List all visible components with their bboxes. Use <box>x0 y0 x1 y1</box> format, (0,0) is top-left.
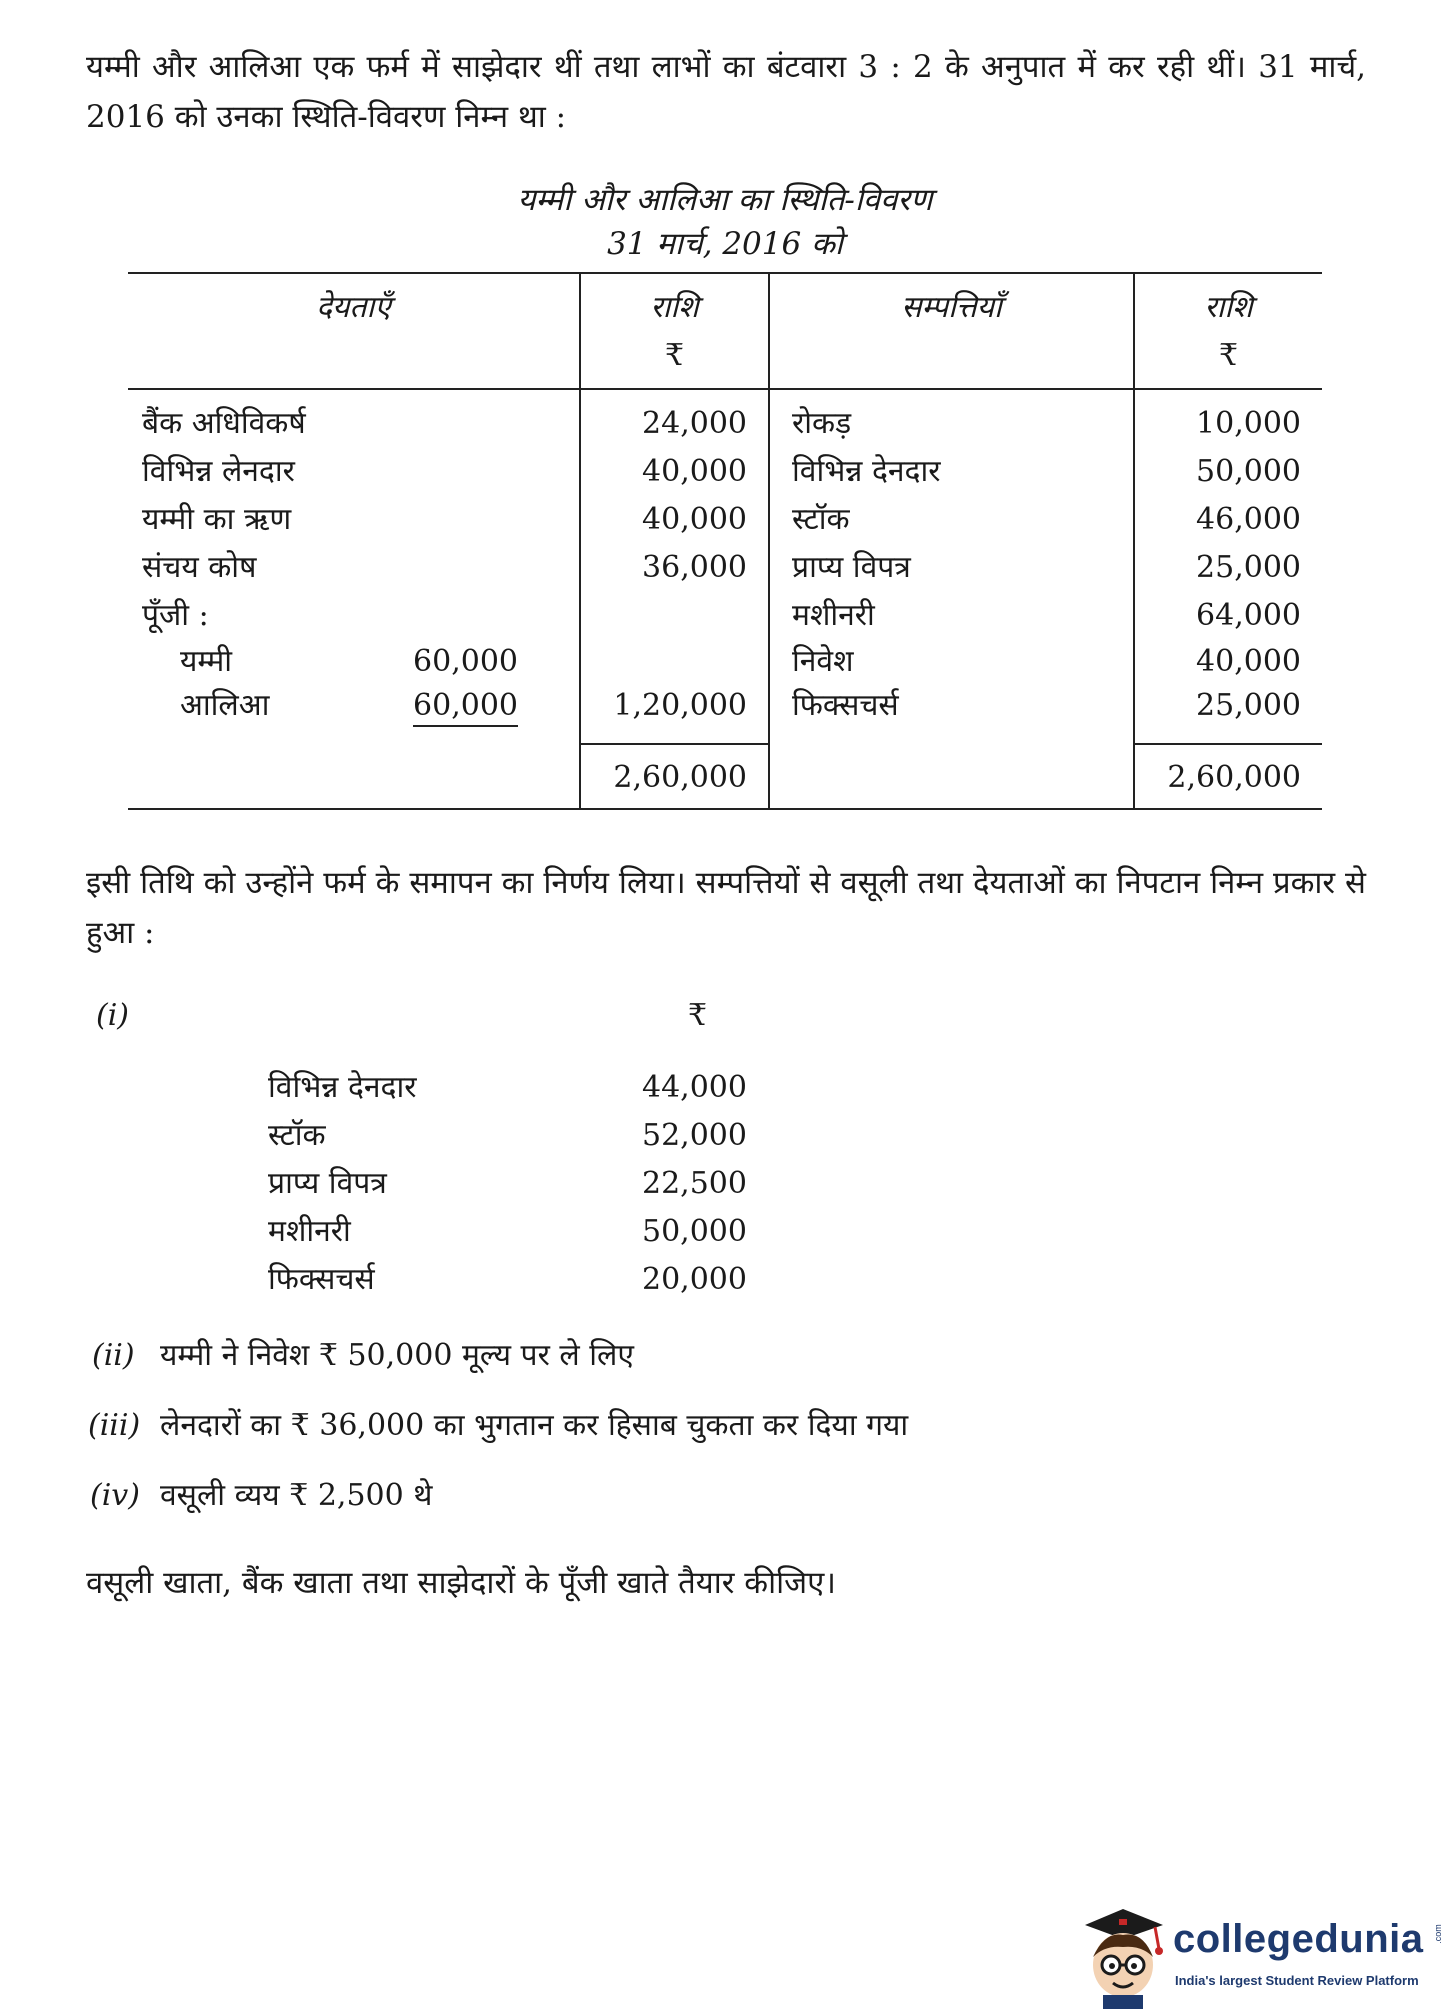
realisation-item-label: प्राप्य विपत्र <box>268 1166 387 1201</box>
point-text: यम्मी ने निवेश ₹ 50,000 मूल्य पर ले लिए <box>160 1338 634 1373</box>
realisation-item-amount: 52,000 <box>642 1118 747 1153</box>
balance-sheet-title: यम्मी और आलिआ का स्थिति-विवरण <box>517 182 933 218</box>
asset-label: विभिन्न देनदार <box>792 454 941 489</box>
header-liabilities: देयताएँ <box>316 290 391 325</box>
header-assets: सम्पत्तियाँ <box>901 290 1002 325</box>
realisation-item-amount: 20,000 <box>642 1262 747 1297</box>
balance-sheet-table <box>128 272 1322 812</box>
liability-label: संचय कोष <box>142 550 257 585</box>
header-asset-currency: ₹ <box>1218 338 1239 373</box>
liab-total-rule <box>580 743 770 745</box>
point-marker: (i) <box>96 998 130 1033</box>
asset-amount: 64,000 <box>1196 598 1301 633</box>
settlement-paragraph: इसी तिथि को उन्होंने फर्म के समापन का निर्णय लिया। सम्पत्तियों से वसूली तथा देयताओं का निपटान निम्न प्रकार से हुआ : <box>86 865 1366 951</box>
capital-partner-name: आलिआ <box>180 688 270 723</box>
table-bottom-rule <box>128 808 1322 810</box>
realisation-item-amount: 50,000 <box>642 1214 747 1249</box>
asset-label: स्टॉक <box>792 502 850 537</box>
header-liab-currency: ₹ <box>664 338 685 373</box>
liability-amount: 36,000 <box>642 550 747 585</box>
asset-amount: 10,000 <box>1196 406 1301 441</box>
liability-label: बैंक अधिविकर्ष <box>142 406 306 441</box>
realisation-item-label: मशीनरी <box>268 1214 351 1249</box>
logo-com: .com <box>1432 1924 1443 1944</box>
table-header-rule <box>128 388 1322 390</box>
header-asset-amount: राशि <box>1204 290 1253 325</box>
realisation-currency: ₹ <box>688 998 708 1033</box>
asset-label: निवेश <box>792 644 854 679</box>
realisation-item-amount: 22,500 <box>642 1166 747 1201</box>
intro-paragraph: यम्मी और आलिआ एक फर्म में साझेदार थीं तथा लाभों का बंटवारा 3 : 2 के अनुपात में कर रही थीं। 31 मार्च, 2016 को उनका स्थिति-विवरण निम्न था : <box>86 49 1366 135</box>
realisation-item-label: फिक्सचर्स <box>268 1262 375 1297</box>
collegedunia-logo <box>1075 1905 1445 2010</box>
point-text: वसूली व्यय ₹ 2,500 थे <box>160 1478 433 1513</box>
table-top-rule <box>128 272 1322 274</box>
capital-partner-amount: 60,000 <box>413 644 518 679</box>
asset-amount: 25,000 <box>1196 688 1301 723</box>
asset-total-rule <box>1133 743 1322 745</box>
point-marker: (iv) <box>90 1478 140 1513</box>
total-liabilities: 2,60,000 <box>613 760 747 795</box>
realisation-item-label: स्टॉक <box>268 1118 326 1153</box>
asset-label: रोकड़ <box>792 406 852 441</box>
liability-amount: 40,000 <box>642 502 747 537</box>
asset-amount: 40,000 <box>1196 644 1301 679</box>
capital-partner-amount-value: 60,000 <box>413 688 518 727</box>
col-rule-2 <box>768 272 770 810</box>
asset-label: मशीनरी <box>792 598 875 633</box>
total-assets: 2,60,000 <box>1167 760 1301 795</box>
point-marker: (ii) <box>92 1338 135 1373</box>
liability-amount: 40,000 <box>642 454 747 489</box>
logo-tagline: India's largest Student Review Platform <box>1175 1973 1419 1988</box>
task-paragraph: वसूली खाता, बैंक खाता तथा साझेदारों के पूँजी खाते तैयार कीजिए। <box>86 1565 837 1601</box>
balance-sheet-date: 31 मार्च, 2016 को <box>607 226 843 262</box>
realisation-item-amount: 44,000 <box>642 1070 747 1105</box>
liability-amount: 24,000 <box>642 406 747 441</box>
asset-amount: 25,000 <box>1196 550 1301 585</box>
liability-label: विभिन्न लेनदार <box>142 454 295 489</box>
mascot-icon <box>1075 1905 1171 2009</box>
point-text: लेनदारों का ₹ 36,000 का भुगतान कर हिसाब चुकता कर दिया गया <box>160 1408 909 1443</box>
asset-label: फिक्सचर्स <box>792 688 899 723</box>
header-liab-amount: राशि <box>650 290 699 325</box>
liability-label: यम्मी का ऋण <box>142 502 292 537</box>
capital-partner-amount <box>378 688 518 724</box>
asset-label: प्राप्य विपत्र <box>792 550 911 585</box>
capital-partner-name: यम्मी <box>180 644 233 679</box>
point-marker: (iii) <box>88 1408 141 1443</box>
logo-brand: collegedunia <box>1173 1917 1424 1961</box>
capital-label: पूँजी : <box>142 598 209 633</box>
asset-amount: 50,000 <box>1196 454 1301 489</box>
capital-total: 1,20,000 <box>613 688 747 723</box>
realisation-item-label: विभिन्न देनदार <box>268 1070 417 1105</box>
asset-amount: 46,000 <box>1196 502 1301 537</box>
